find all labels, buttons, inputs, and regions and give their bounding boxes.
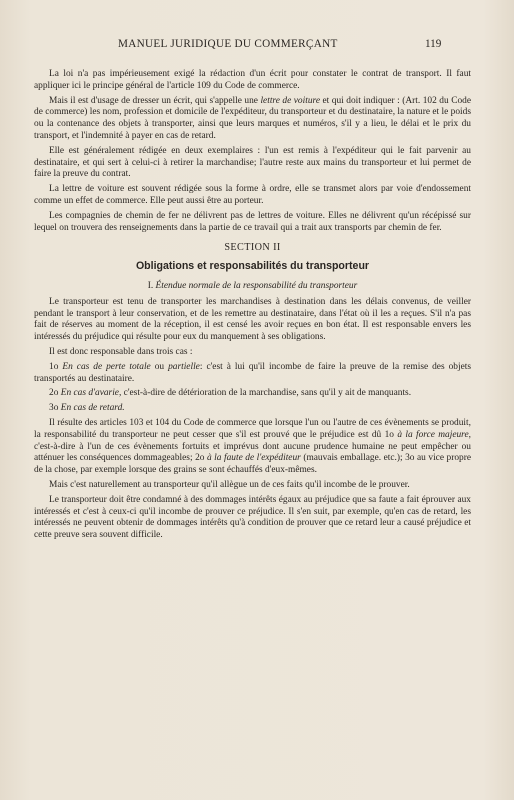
text-run: Mais il est d'usage de dresser un écrit, qui s'appelle une: [49, 95, 261, 106]
italic-term: En cas de perte totale: [62, 361, 151, 372]
list-number: 2o: [49, 388, 61, 399]
text-run: : c'est à lui qu'il incombe de faire la preuve de la remise des objets transportés au destinataire.: [34, 361, 471, 384]
subsection-title: Étendue normale de la responsabilité du transporteur: [155, 280, 358, 291]
paragraph: Elle est généralement rédigée en deux exemplaires : l'un est remis à l'expéditeur qui le fait parvenir au destinataire, et qui sert à celui-ci à retirer la marchandise; l'autre reste aux mains du transporteur et lui permet de faire la preuve du contrat.: [34, 145, 471, 180]
paragraph: Le transporteur est tenu de transporter les marchandises à destination dans les délais convenus, de veiller pendant le transport à leur conservation, et de les remettre au destinataire, dans l'état où il les a reçues. S'il n'a pas fait de réserves au moment de la réception, il est censé les avoir reçues en bon état. Il est responsable envers les intéressés du préjudice qui résulte pour eux du manquement à ses obligations.: [34, 296, 471, 343]
paragraph: La lettre de voiture est souvent rédigée sous la forme à ordre, elle se transmet alors par voie d'endossement comme un effet de commerce. Elle peut aussi être au porteur.: [34, 184, 471, 206]
italic-term: En cas d'avarie,: [60, 388, 122, 399]
italic-term: En cas de retard.: [60, 403, 125, 414]
text-run: et qui doit indiquer : (Art. 102 du Code de commerce) les nom, profession et domicile de l'expéditeur, du transporteur et du destinataire, la nature et le poids ou la contenance des objets à transporter, ainsi que leurs marques et numéros, s'il y a lieu, le délai et le prix du transport, et l'indemnité à payer en cas de retard.: [34, 95, 471, 141]
page-body: [34, 69, 471, 545]
text-run: ou: [150, 361, 169, 372]
page-header: [0, 38, 514, 54]
paragraph: Mais c'est naturellement au transporteur qu'il allègue un de ces faits qu'il incombe de le prouver.: [49, 479, 410, 490]
italic-term: à la faute de l'expéditeur: [206, 453, 301, 464]
text-run: c'est-à-dire de détérioration de la marchandise, sans qu'il y ait de manquants.: [121, 388, 412, 399]
paragraph: La loi n'a pas impérieusement exigé la rédaction d'un écrit pour constater le contrat de transport. Il faut appliquer ici le principe général de l'article 109 du Code de commerce.: [34, 69, 471, 91]
list-item: [34, 362, 471, 386]
list-item: [34, 388, 471, 400]
paragraph: [34, 96, 471, 143]
page-number: 119: [425, 38, 442, 50]
text-run: (mauvais emballage. etc.); 3o au vice propre de la chose, par exemple lorsque des grains se sont échauffés d'eux-mêmes.: [34, 453, 471, 476]
italic-term: partielle: [168, 361, 200, 372]
subsection-heading: [34, 281, 471, 293]
paragraph: Le transporteur doit être condamné à des dommages intérêts égaux au préjudice que sa faute a fait éprouver aux intéressés et c'est à ceux-ci qu'il incombe de prouver ce préjudice. Il s'en suit, par exemple, qu'en cas de retard, les intéressés ne peuvent obtenir de dommages intérêts qu'à condition de prouver que ce retard leur a causé préjudice et cette preuve sera souvent difficile.: [34, 494, 471, 541]
text-run: Il résulte des articles 103 et 104 du Code de commerce que lorsque l'un ou l'autre de ces évènements se produit, la responsabilité du transporteur ne peut cesser que s'il est prouvé que le préjudice est dû 1o: [34, 417, 471, 440]
section-title: Obligations et responsabilités du transporteur: [135, 260, 370, 273]
list-item: [34, 403, 471, 415]
section-heading: SECTION II: [224, 242, 281, 254]
running-title: MANUEL JURIDIQUE DU COMMERÇANT: [118, 38, 338, 50]
italic-term: à la force majeure: [397, 429, 469, 440]
paragraph: [34, 418, 471, 477]
list-number: 3o: [49, 403, 61, 414]
paragraph: Il est donc responsable dans trois cas :: [49, 346, 193, 357]
paragraph: Les compagnies de chemin de fer ne délivrent pas de lettres de voiture. Elles ne délivrent qu'un récépissé sur lequel on trouvera des renseignements dans la partie de ce travail qui a trait aux transports par chemin de fer.: [34, 210, 471, 233]
italic-term: lettre de voiture: [260, 95, 320, 106]
subsection-number: I.: [147, 280, 156, 291]
text-run: , c'est-à-dire à l'un de ces évènements fortuits et imprévus dont aucune prudence humaine ne peut empêcher ou atténuer les conséquences dommageables; 2o: [34, 429, 471, 464]
list-number: 1o: [49, 361, 63, 372]
